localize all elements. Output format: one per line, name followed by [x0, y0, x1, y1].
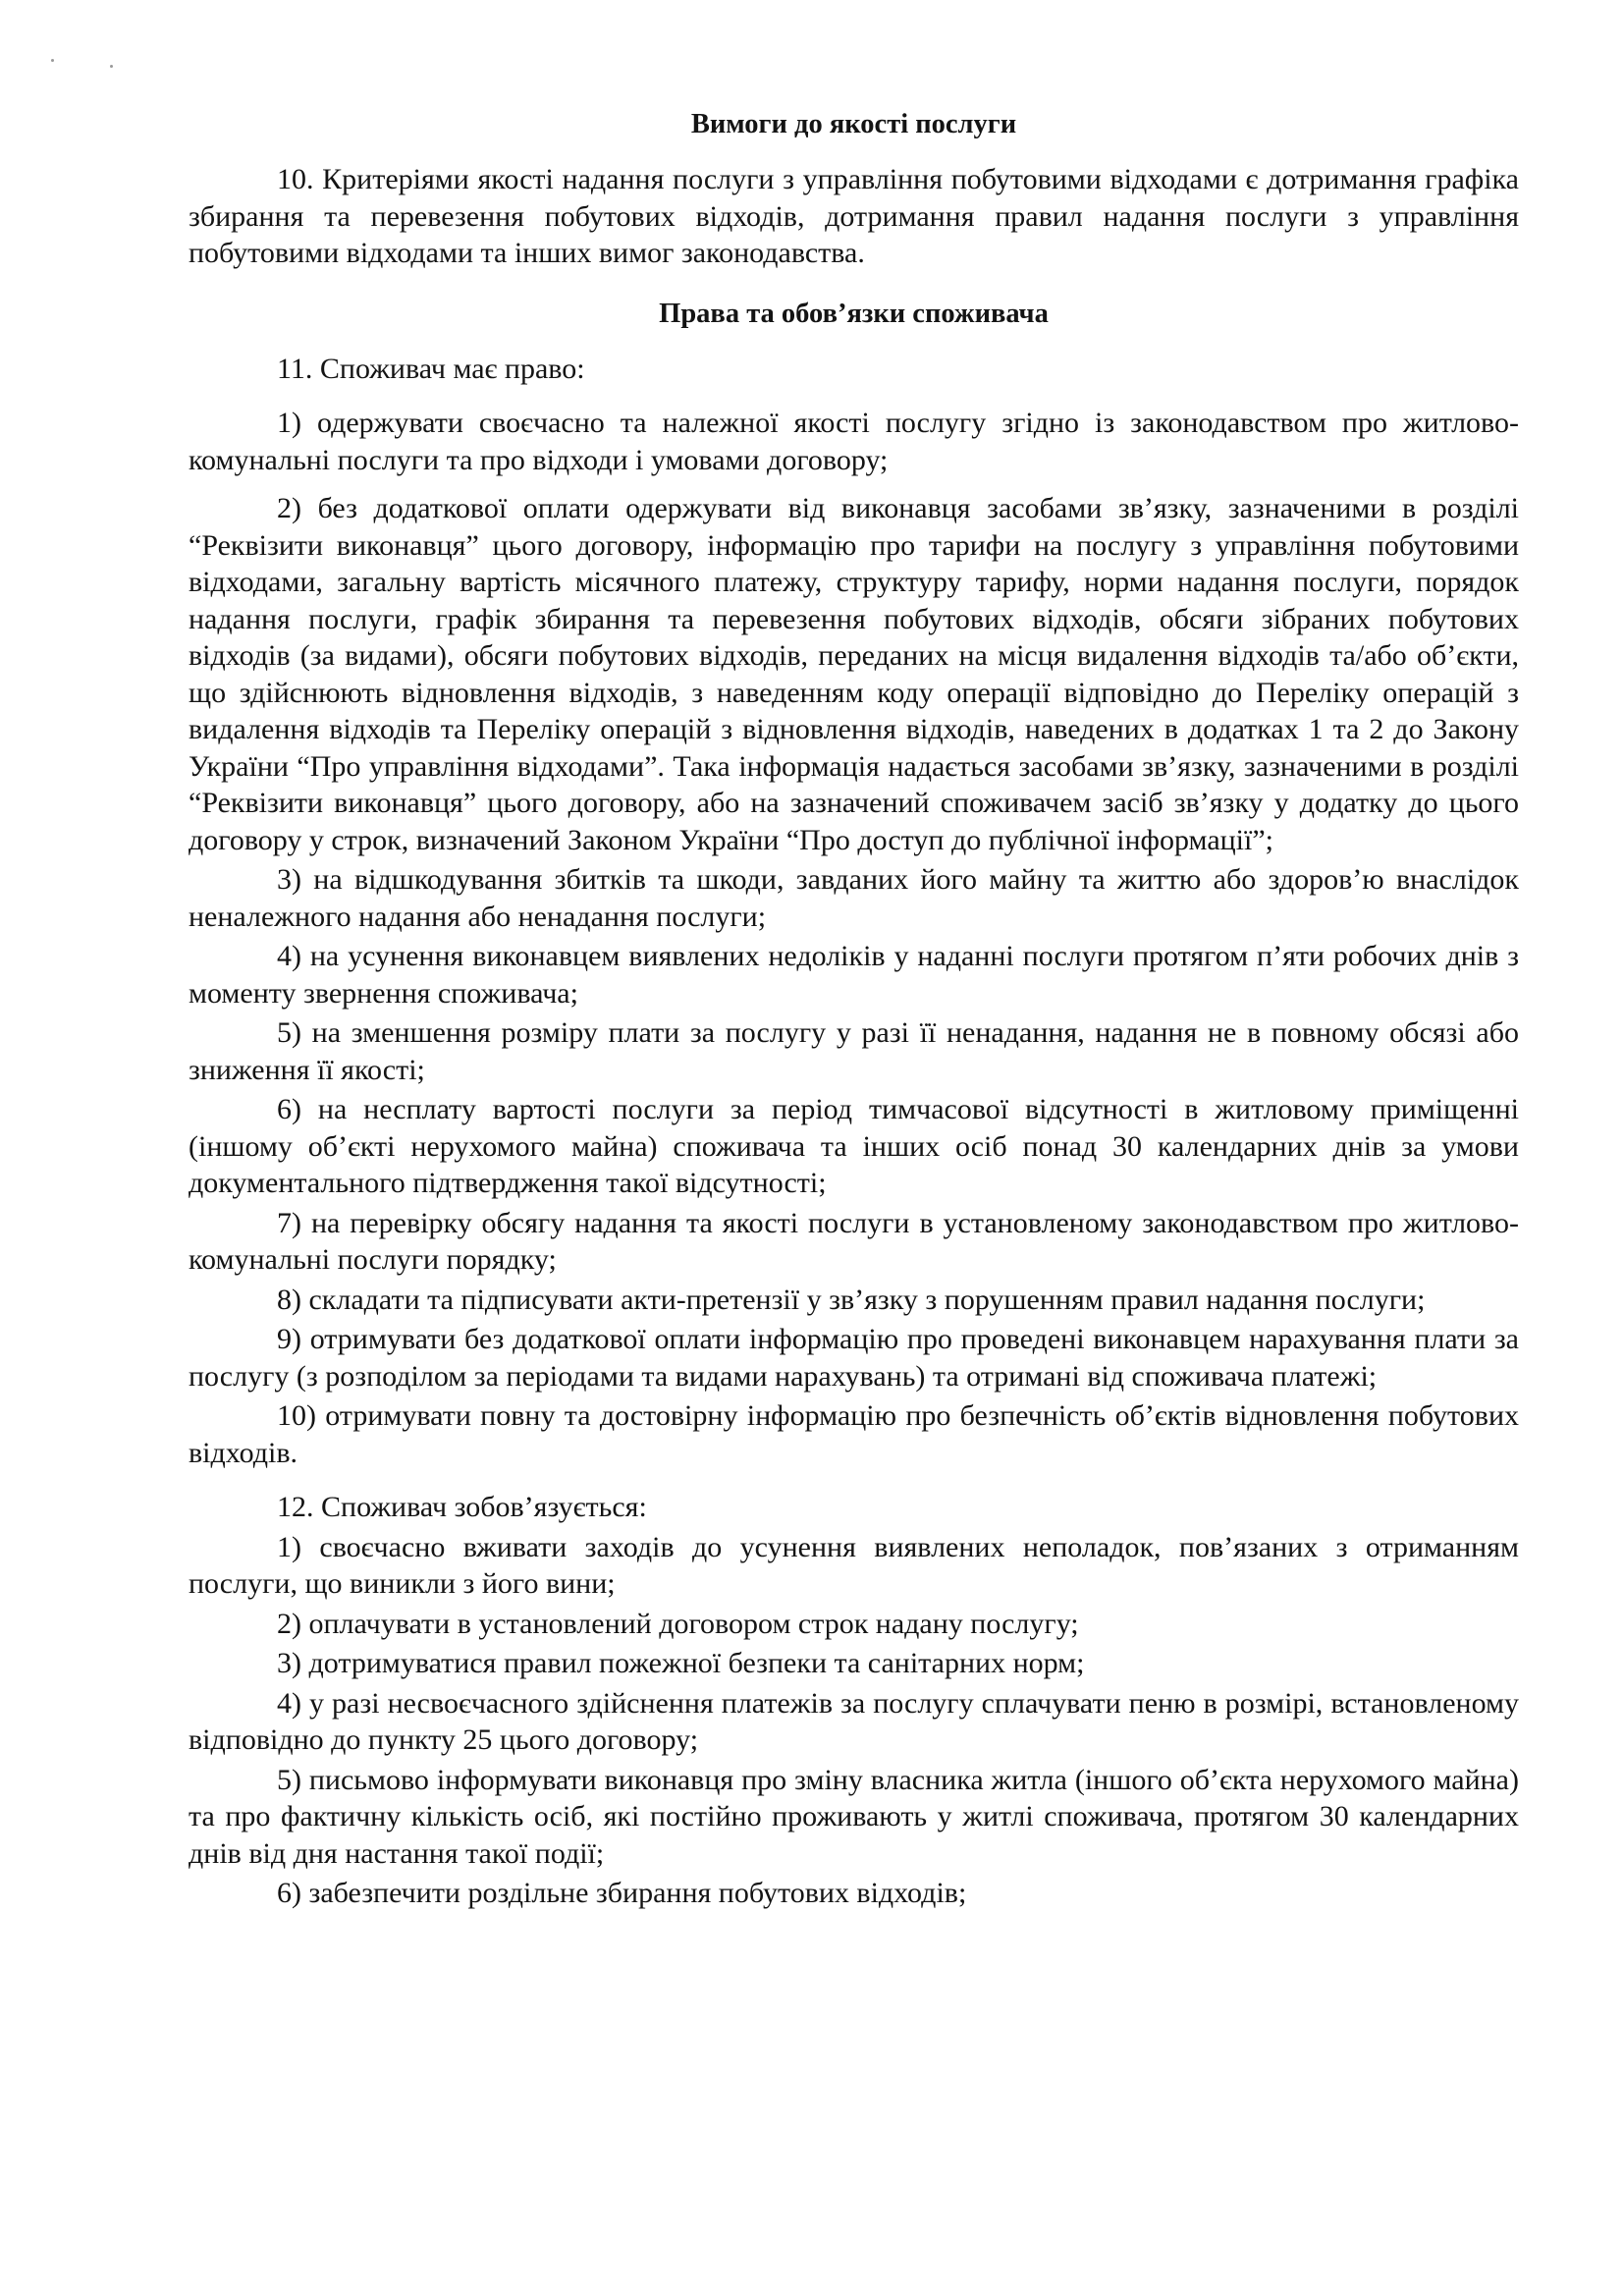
- scan-speck: [51, 59, 54, 62]
- obligation-item-3: 3) дотримуватися правил пожежної безпеки та санітарних норм;: [277, 1647, 1085, 1679]
- obligation-item-4: 4) у разі несвоєчасного здійснення платежів за послугу сплачувати пеню в розмірі, встановленому відповідно до пункту 25 цього договору;: [189, 1686, 1519, 1756]
- paragraph-12-intro: 12. Споживач зобов’язується:: [277, 1491, 647, 1523]
- obligation-item-2: 2) оплачувати в установлений договором строк надану послугу;: [277, 1607, 1079, 1640]
- right-item-9: 9) отримувати без додаткової оплати інформацію про проведені виконавцем нарахування плати за послугу (з розподілом за періодами та видами нарахувань) та отримані від споживача платежі;: [189, 1323, 1519, 1393]
- right-item-7: 7) на перевірку обсягу надання та якості послуги в установленому законодавством про житлово-комунальні послуги порядку;: [189, 1206, 1519, 1276]
- right-item-10: 10) отримувати повну та достовірну інформацію про безпечність об’єктів відновлення побутових відходів.: [189, 1399, 1519, 1469]
- scan-speck: [110, 65, 113, 68]
- obligation-item-1: 1) своєчасно вживати заходів до усунення виявлених неполадок, пов’язаних з отриманням послуги, що виникли з його вини;: [189, 1530, 1519, 1600]
- paragraph-10: 10. Критеріями якості надання послуги з управління побутовими відходами є дотримання графіка збирання та перевезення побутових відходів, дотримання правил надання послуги з управління побутовими відходами та інших вимог законодавства.: [189, 163, 1519, 269]
- obligation-item-6: 6) забезпечити роздільне збирання побутових відходів;: [277, 1877, 967, 1909]
- right-item-5: 5) на зменшення розміру плати за послугу у разі її ненадання, надання не в повному обсязі або зниження її якості;: [189, 1016, 1519, 1086]
- right-item-8: 8) складати та підписувати акти-претензії у зв’язку з порушенням правил надання послуги;: [277, 1283, 1426, 1316]
- heading-service-quality: Вимоги до якості послуги: [690, 109, 1017, 139]
- right-item-2: 2) без додаткової оплати одержувати від виконавця засобами зв’язку, зазначеними в розділі “Реквізити виконавця” цього договору, інформацію про тарифи на послугу з управління побутовими відходами, загальну вартість місячного платежу, структуру тарифу, норми надання послуги, порядок надання послуги, графік збирання та перевезення побутових відходів, обсяги зібраних побутових відходів (за видами), обсяги побутових відходів, переданих на місця видалення відходів та/або об’єкти, що здійснюють відновлення відходів, з наведенням коду операції відповідно до Переліку операцій з видалення відходів та Переліку операцій з відновлення відходів, наведених в додатках 1 та 2 до Закону України “Про управління відходами”. Така інформація надається засобами зв’язку, зазначеними в розділі “Реквізити виконавця” цього договору, або на зазначений споживачем засіб зв’язку у додатку до цього договору у строк, визначений Законом України “Про доступ до публічної інформації”;: [189, 492, 1519, 856]
- heading-consumer-rights: Права та обов’язки споживача: [659, 298, 1049, 329]
- paragraph-11-intro: 11. Споживач має право:: [277, 352, 585, 385]
- right-item-4: 4) на усунення виконавцем виявлених недоліків у наданні послуги протягом п’яти робочих днів з моменту звернення споживача;: [189, 940, 1519, 1010]
- right-item-1: 1) одержувати своєчасно та належної якості послугу згідно із законодавством про житлово-комунальні послуги та про відходи і умовами договору;: [189, 407, 1519, 476]
- right-item-6: 6) на несплату вартості послуги за період тимчасової відсутності в житловому приміщенні (іншому об’єкті нерухомого майна) споживача та інших осіб понад 30 календарних днів за умови документального підтвердження такої відсутності;: [189, 1093, 1519, 1199]
- document-page: [189, 108, 1519, 1912]
- obligation-item-5: 5) письмово інформувати виконавця про зміну власника житла (іншого об’єкта нерухомого майна) та про фактичну кількість осіб, які постійно проживають у житлі споживача, протягом 30 календарних днів від дня настання такої події;: [189, 1763, 1519, 1870]
- right-item-3: 3) на відшкодування збитків та шкоди, завданих його майну та життю або здоров’ю внаслідок неналежного надання або ненадання послуги;: [189, 863, 1519, 933]
